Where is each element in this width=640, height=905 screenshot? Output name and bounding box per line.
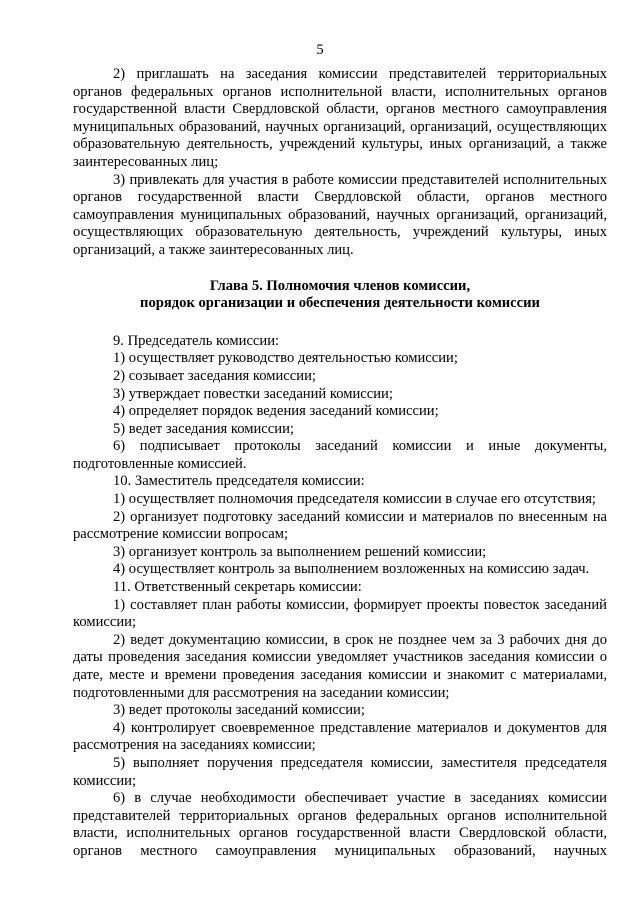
paragraph: 3) привлекать для участия в работе комиссии представителей исполнительных органов государственной власти Свердловской области, органов местного самоуправления муниципальных образований, научных организаций, организаций, осуществляющих образовательную деятельность, учреждений культуры, иных организаций, а также заинтересованных лиц.	[73, 171, 607, 258]
paragraph: 2) организует подготовку заседаний комиссии и материалов по внесенным на рассмотрение комиссии вопросам;	[73, 508, 607, 543]
paragraph: 5) ведет заседания комиссии;	[113, 420, 294, 437]
document-body	[73, 66, 607, 861]
chapter-heading-line: порядок организации и обеспечения деятельности комиссии	[140, 295, 540, 312]
paragraph: 4) осуществляет контроль за выполнением возложенных на комиссию задач.	[113, 561, 590, 578]
chapter-heading	[73, 278, 607, 313]
paragraph: 6) подписывает протоколы заседаний комиссии и иные документы, подготовленные комиссией.	[73, 438, 607, 472]
paragraph: 2) приглашать на заседания комиссии представителей территориальных органов федеральных органов исполнительной власти, исполнительных органов государственной власти Свердловской области, органов местного самоуправления муниципальных образований, научных организаций, организаций, осуществляющих образовательную деятельность, учреждений культуры, иных организаций, а также заинтересованных лиц;	[73, 66, 607, 170]
chapter-heading-line: Глава 5. Полномочия членов комиссии,	[209, 277, 471, 294]
paragraph: 1) осуществляет руководство деятельностью комиссии;	[113, 350, 458, 367]
paragraph: 6) в случае необходимости обеспечивает участие в заседаниях комиссии представителей территориальных органов федеральных органов исполнительной власти, исполнительных органов государственной власти Свердловской области, органов местного самоуправления муниципальных образований, научных	[73, 790, 607, 859]
paragraph: 3) утверждает повестки заседаний комиссии;	[113, 385, 393, 402]
page-number: 5	[316, 42, 324, 58]
paragraph: 1) осуществляет полномочия председателя комиссии в случае его отсутствия;	[113, 491, 596, 508]
paragraph: 10. Заместитель председателя комиссии:	[113, 473, 365, 490]
paragraph: 2) ведет документацию комиссии, в срок не позднее чем за 3 рабочих дня до даты проведения заседания комиссии уведомляет участников заседания комиссии о дате, месте и времени проведения заседания комиссии и знакомит с материалами, подготовленными для рассмотрения на заседании комиссии;	[73, 631, 607, 701]
paragraph: 1) составляет план работы комиссии, формирует проекты повесток заседаний комиссии;	[73, 596, 607, 631]
paragraph: 5) выполняет поручения председателя комиссии, заместителя председателя комиссии;	[73, 754, 607, 789]
paragraph: 2) созывает заседания комиссии;	[113, 367, 316, 384]
paragraph: 11. Ответственный секретарь комиссии:	[113, 579, 362, 596]
paragraph: 9. Председатель комиссии:	[113, 332, 280, 349]
paragraph: 3) ведет протоколы заседаний комиссии;	[113, 702, 365, 719]
paragraph: 4) определяет порядок ведения заседаний комиссии;	[113, 403, 439, 420]
paragraph: 3) организует контроль за выполнением решений комиссии;	[113, 543, 487, 560]
paragraph: 4) контролирует своевременное представление материалов и документов для рассмотрения на заседаниях комиссии;	[73, 719, 607, 754]
